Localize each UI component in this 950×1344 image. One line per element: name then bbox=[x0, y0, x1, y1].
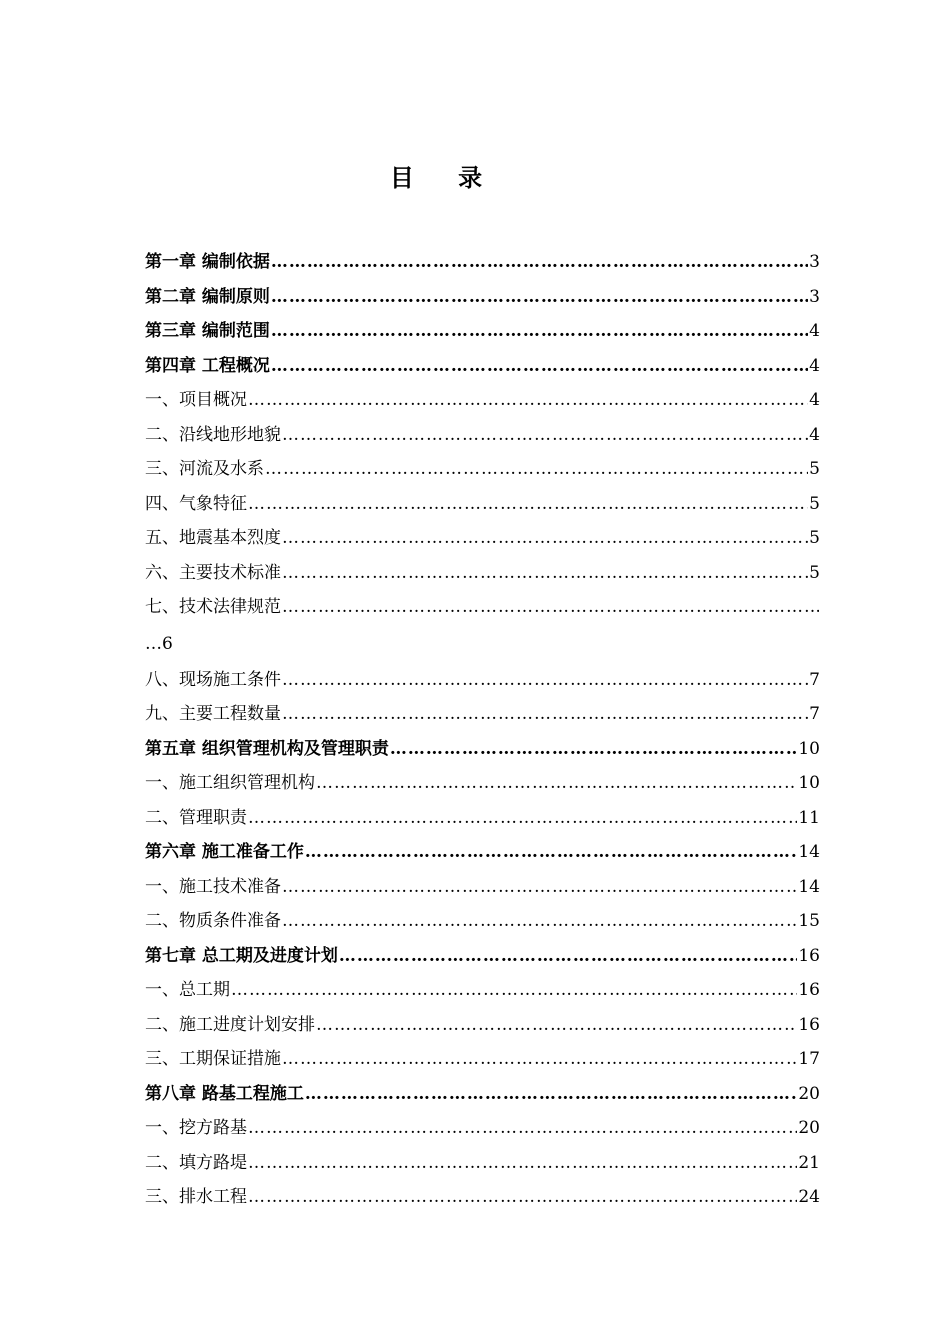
toc-entry-label: 第五章 组织管理机构及管理职责 bbox=[145, 738, 389, 759]
toc-entry-label: 三、河流及水系 bbox=[145, 459, 264, 479]
toc-entry[interactable] bbox=[145, 1077, 820, 1112]
dot-leader bbox=[305, 1077, 797, 1112]
toc-entry-page: 5 bbox=[809, 459, 820, 479]
dot-leader bbox=[271, 349, 808, 384]
toc-entry[interactable] bbox=[145, 418, 820, 453]
toc-entry[interactable] bbox=[145, 452, 820, 487]
toc-entry-page: 17 bbox=[798, 1049, 820, 1069]
toc-entry-label: 一、施工组织管理机构 bbox=[145, 773, 315, 793]
dot-leader bbox=[248, 487, 808, 522]
toc-entry-label: 一、项目概况 bbox=[145, 390, 247, 410]
toc-entry-label: 第七章 总工期及进度计划 bbox=[145, 945, 338, 966]
toc-entry-page: 16 bbox=[798, 980, 820, 1000]
toc-entry-page: 10 bbox=[798, 738, 820, 759]
toc-entry-page: 7 bbox=[809, 704, 820, 724]
toc-entry-page: 4 bbox=[809, 424, 820, 445]
toc-entry[interactable] bbox=[145, 245, 820, 280]
dot-leader bbox=[282, 870, 797, 905]
toc-entry[interactable] bbox=[145, 939, 820, 974]
toc-entry-page: 11 bbox=[798, 807, 820, 828]
toc-entry-label: 第八章 路基工程施工 bbox=[145, 1083, 304, 1104]
toc-entry[interactable] bbox=[145, 590, 820, 625]
dot-leader bbox=[248, 1180, 797, 1215]
toc-entry[interactable] bbox=[145, 556, 820, 591]
toc-title: 目 录 bbox=[389, 163, 501, 192]
toc-entry[interactable] bbox=[145, 1111, 820, 1146]
toc-entry-label: 六、主要技术标准 bbox=[145, 562, 281, 583]
toc-entry-page: 20 bbox=[798, 1118, 820, 1138]
toc-entry[interactable] bbox=[145, 1180, 820, 1215]
toc-entry-page: 3 bbox=[809, 286, 820, 307]
dot-leader bbox=[271, 280, 808, 315]
dot-leader bbox=[316, 1008, 797, 1043]
toc-entry-label: 一、总工期 bbox=[145, 980, 230, 1000]
toc-entry-label: 一、施工技术准备 bbox=[145, 876, 281, 897]
toc-entry[interactable] bbox=[145, 766, 820, 801]
toc-entry-label: 二、沿线地形地貌 bbox=[145, 424, 281, 445]
toc-entry[interactable] bbox=[145, 1146, 820, 1181]
dot-leader bbox=[248, 1146, 797, 1181]
toc-entry-label: 第一章 编制依据 bbox=[145, 252, 270, 272]
dot-leader bbox=[265, 452, 808, 487]
toc-entry[interactable] bbox=[145, 383, 820, 418]
toc-entry[interactable] bbox=[145, 349, 820, 384]
toc-entry-page: 7 bbox=[809, 669, 820, 690]
dot-leader bbox=[248, 1111, 797, 1146]
dot-leader bbox=[271, 314, 808, 349]
toc-entry-label: 三、排水工程 bbox=[145, 1187, 247, 1207]
toc-entry[interactable] bbox=[145, 697, 820, 732]
toc-entry-label: 五、地震基本烈度 bbox=[145, 528, 281, 548]
toc-entry-page: 14 bbox=[798, 876, 820, 897]
dot-leader bbox=[248, 383, 808, 418]
toc-entry-continuation[interactable] bbox=[145, 625, 820, 663]
toc-entry-label: 三、工期保证措施 bbox=[145, 1049, 281, 1069]
toc-entry-label: 第四章 工程概况 bbox=[145, 355, 270, 376]
toc-entry-page: 16 bbox=[798, 945, 820, 966]
toc-entry-label: 二、填方路堤 bbox=[145, 1152, 247, 1173]
toc-entry-page: 14 bbox=[798, 842, 820, 862]
toc-entry-page: 5 bbox=[809, 562, 820, 583]
toc-entry-label: 四、气象特征 bbox=[145, 493, 247, 514]
table-of-contents bbox=[145, 245, 820, 1215]
toc-entry-label: 第六章 施工准备工作 bbox=[145, 842, 304, 862]
toc-entry-label: 一、挖方路基 bbox=[145, 1118, 247, 1138]
toc-entry-page: 16 bbox=[798, 1014, 820, 1035]
dot-leader bbox=[282, 418, 808, 453]
toc-entry-label: 九、主要工程数量 bbox=[145, 704, 281, 724]
toc-entry[interactable] bbox=[145, 973, 820, 1008]
toc-entry[interactable] bbox=[145, 521, 820, 556]
dot-leader bbox=[390, 732, 797, 767]
toc-entry-page: 21 bbox=[798, 1152, 820, 1173]
toc-entry[interactable] bbox=[145, 1042, 820, 1077]
toc-entry-label: 二、施工进度计划安排 bbox=[145, 1014, 315, 1035]
toc-entry[interactable] bbox=[145, 487, 820, 522]
toc-entry-label: 第二章 编制原则 bbox=[145, 286, 270, 307]
toc-entry-page: 4 bbox=[809, 390, 820, 410]
toc-entry-page: 5 bbox=[809, 493, 820, 514]
dot-leader bbox=[282, 590, 819, 625]
dot-leader bbox=[248, 801, 797, 836]
dot-leader bbox=[282, 697, 808, 732]
dot-leader bbox=[282, 904, 797, 939]
toc-entry-page: 10 bbox=[798, 773, 820, 793]
dot-leader bbox=[305, 835, 797, 870]
toc-entry[interactable] bbox=[145, 835, 820, 870]
toc-entry-page: 3 bbox=[809, 252, 820, 272]
toc-entry-page: 24 bbox=[798, 1187, 820, 1207]
toc-entry-label: 二、管理职责 bbox=[145, 807, 247, 828]
dot-leader bbox=[282, 663, 808, 698]
toc-entry[interactable] bbox=[145, 801, 820, 836]
toc-entry-page: 15 bbox=[798, 911, 820, 931]
toc-entry-page: 5 bbox=[809, 528, 820, 548]
dot-leader bbox=[271, 245, 808, 280]
toc-entry-label: 二、物质条件准备 bbox=[145, 911, 281, 931]
dot-leader bbox=[316, 766, 797, 801]
toc-entry[interactable] bbox=[145, 732, 820, 767]
toc-entry-page: 4 bbox=[809, 321, 820, 341]
dot-leader bbox=[282, 556, 808, 591]
toc-entry[interactable] bbox=[145, 663, 820, 698]
dot-leader bbox=[282, 1042, 797, 1077]
toc-entry-label: …6 bbox=[145, 633, 173, 654]
toc-entry-label: 第三章 编制范围 bbox=[145, 321, 270, 341]
toc-entry-label: 七、技术法律规范 bbox=[145, 597, 281, 617]
toc-entry-page: 20 bbox=[798, 1083, 820, 1104]
toc-entry[interactable] bbox=[145, 904, 820, 939]
dot-leader bbox=[231, 973, 797, 1008]
dot-leader bbox=[282, 521, 808, 556]
dot-leader bbox=[339, 939, 797, 974]
toc-entry[interactable] bbox=[145, 870, 820, 905]
toc-entry-page: 4 bbox=[809, 355, 820, 376]
toc-entry[interactable] bbox=[145, 314, 820, 349]
toc-entry[interactable] bbox=[145, 1008, 820, 1043]
toc-entry[interactable] bbox=[145, 280, 820, 315]
toc-entry-label: 八、现场施工条件 bbox=[145, 669, 281, 690]
